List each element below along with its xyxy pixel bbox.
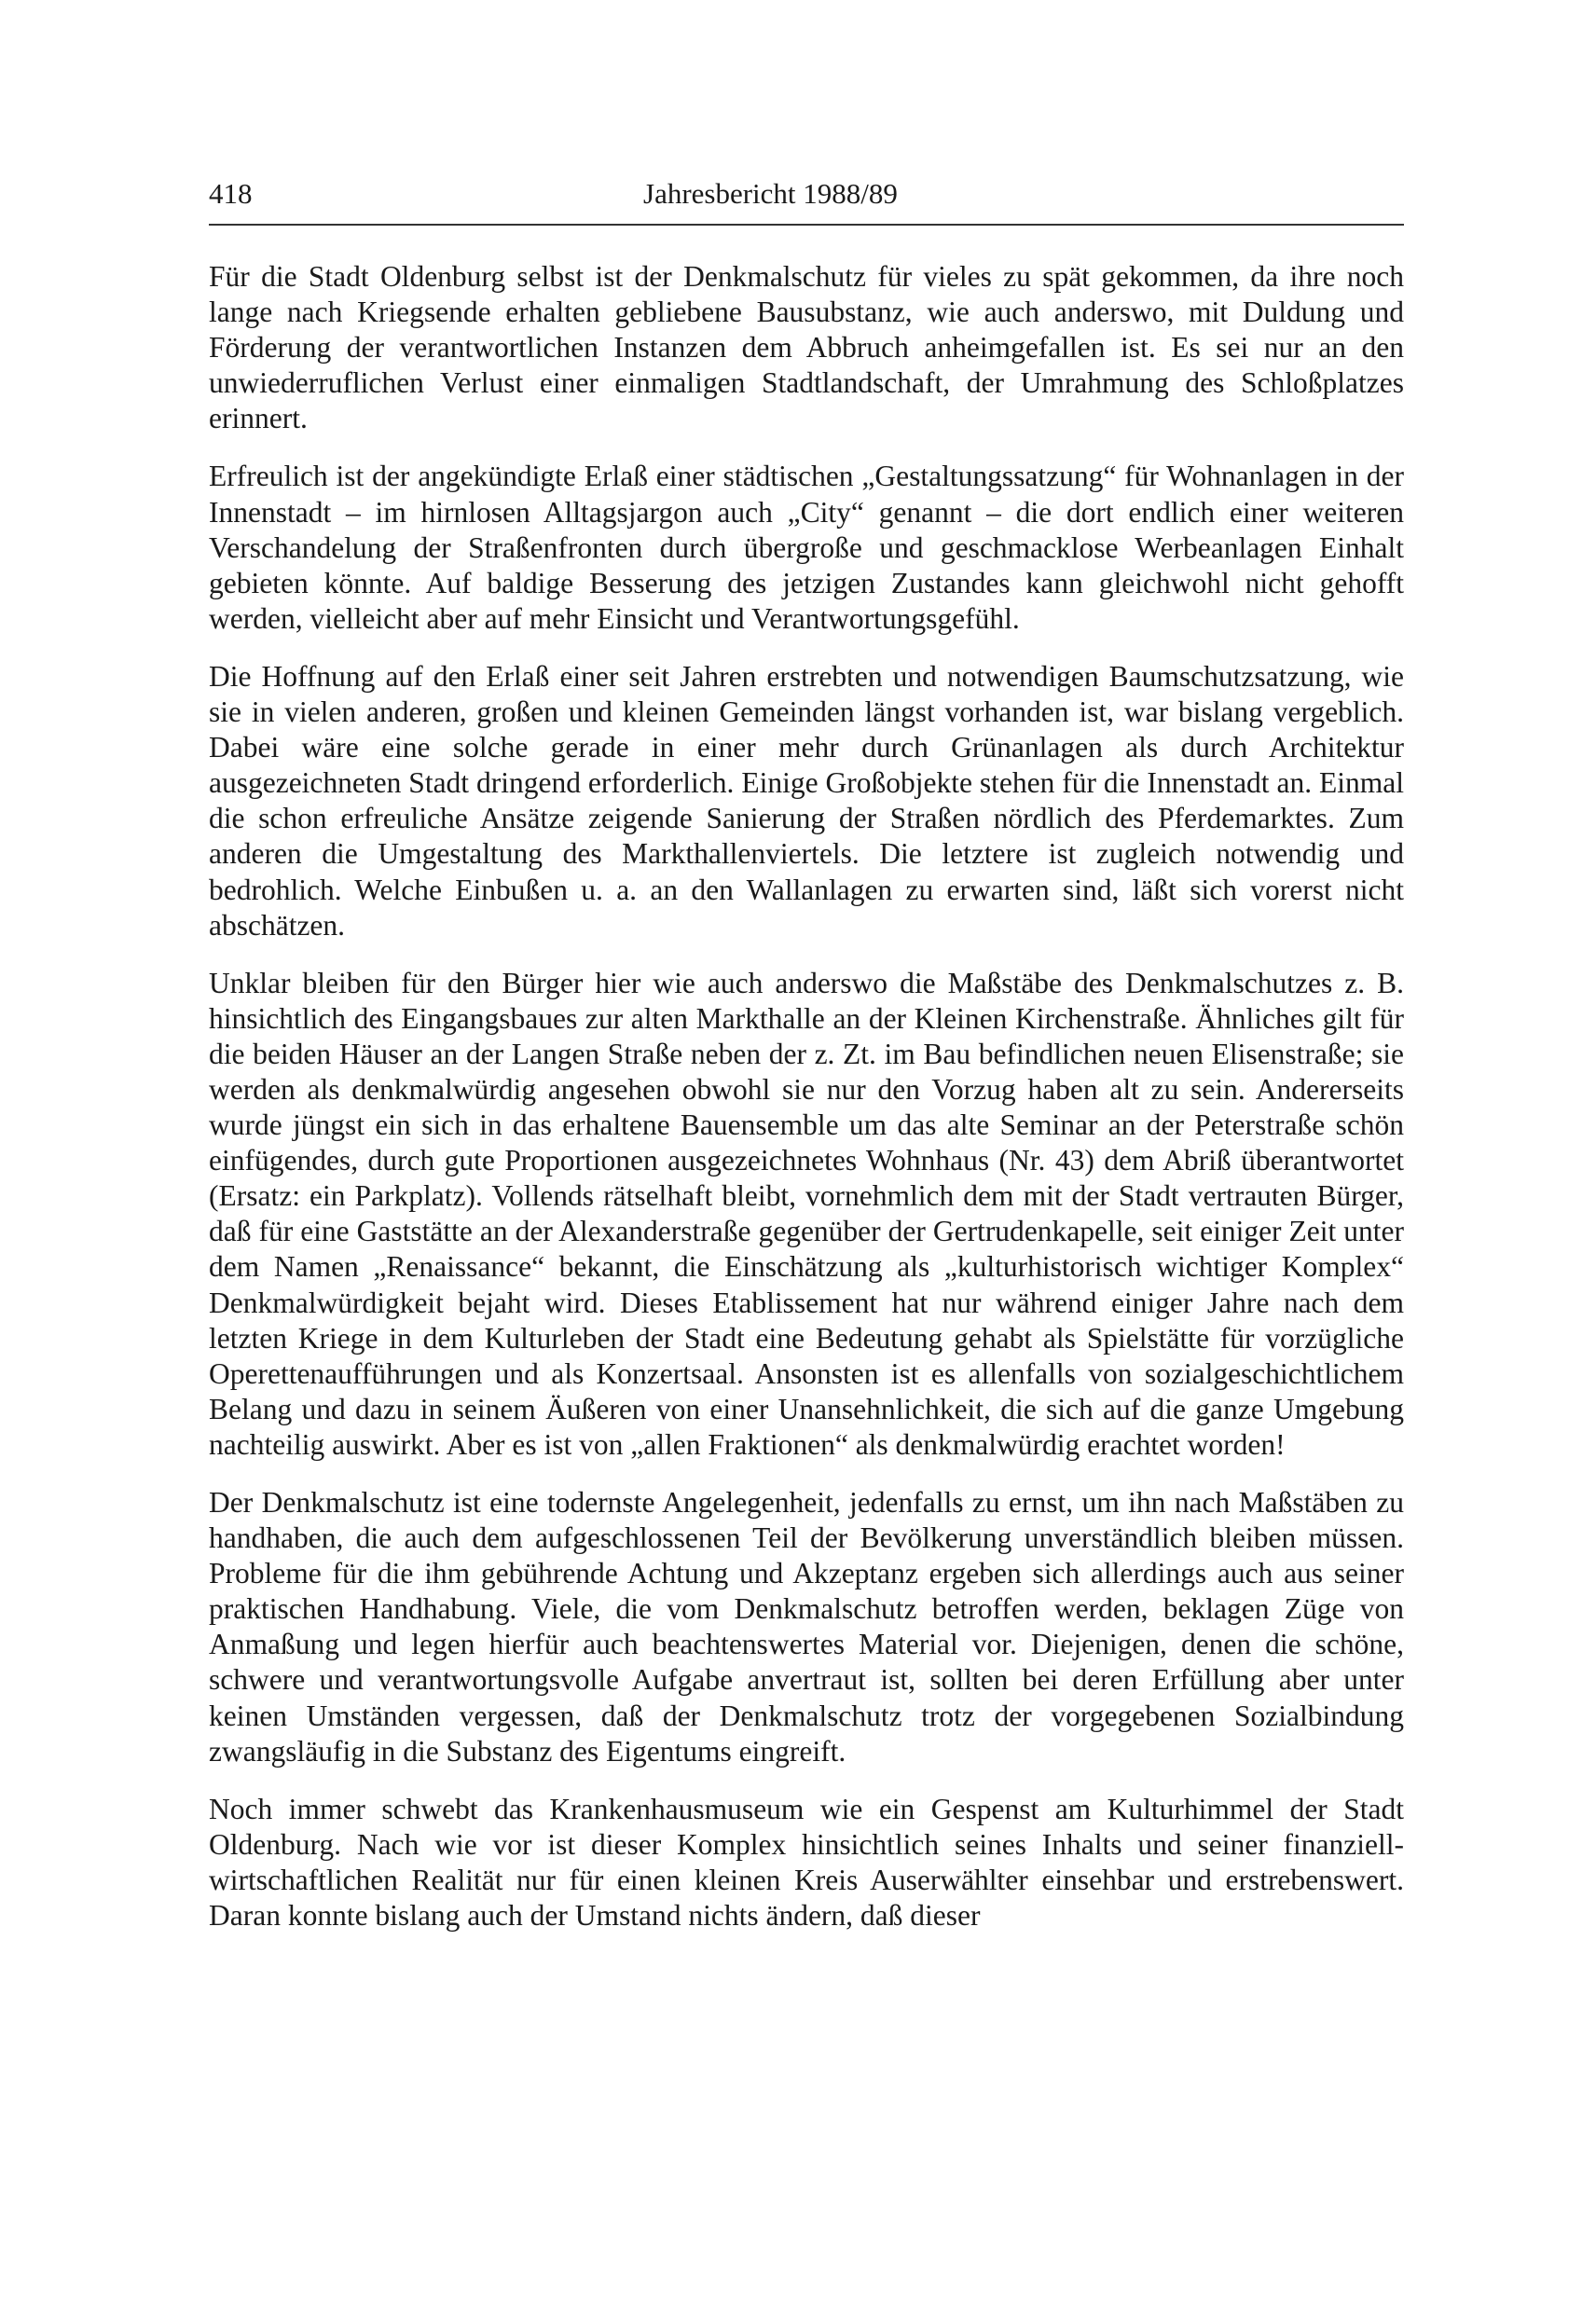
body-text xyxy=(209,259,1404,1934)
paragraph-baumschutzsatzung: Die Hoffnung auf den Erlaß einer seit Jahren erstrebten und notwendigen Baumschutzsatzung, wie sie in vielen anderen, großen und kleinen Gemeinden längst vorhanden ist, war bislang vergeblich. Dabei wäre eine solche gerade in einer mehr durch Grünanlagen als durch Architektur ausgezeichneten Stadt dringend erforderlich. Einige Großobjekte stehen für die Innenstadt an. Einmal die schon erfreuliche Ansätze zeigende Sanierung der Straßen nördlich des Pferdemarktes. Zum anderen die Umgestaltung des Markthallenviertels. Die letztere ist zugleich notwendig und bedrohlich. Welche Einbußen u. a. an den Wallanlagen zu erwarten sind, läßt sich vorerst nicht abschätzen. xyxy=(209,659,1404,942)
running-title: Jahresbericht 1988/89 xyxy=(643,177,898,210)
paragraph-krankenhausmuseum: Noch immer schwebt das Krankenhausmuseum wie ein Gespenst am Kulturhimmel der Stadt Oldenburg. Nach wie vor ist dieser Komplex hinsichtlich seines Inhalts und seiner finanziell-wirtschaftlichen Realität nur für einen kleinen Kreis Auserwählter einsehbar und erstrebenswert. Daran konnte bislang auch der Umstand nichts ändern, daß dieser xyxy=(209,1792,1404,1933)
header-rule xyxy=(209,224,1404,226)
running-head xyxy=(209,173,1404,214)
paragraph-gestaltungssatzung: Erfreulich ist der angekündigte Erlaß einer städtischen „Gestaltungssatzung“ für Wohnanlagen in der Innenstadt – im hirnlosen Alltagsjargon auch „City“ genannt – die dort endlich einer weiteren Verschandelung der Straßenfronten durch übergroße und geschmacklose Werbeanlagen Einhalt gebieten könnte. Auf baldige Besserung des jetzigen Zustandes kann gleichwohl nicht gehofft werden, vielleicht aber auf mehr Einsicht und Verantwortungsgefühl. xyxy=(209,460,1404,635)
page-number: 418 xyxy=(209,177,253,210)
paragraph-denkmalschutz-oldenburg: Für die Stadt Oldenburg selbst ist der Denkmalschutz für vieles zu spät gekommen, da ihre noch lange nach Kriegsende erhalten gebliebene Bausubstanz, wie auch anderswo, mit Duldung und Förderung der verantwortlichen Instanzen dem Abbruch anheimgefallen ist. Es sei nur an den unwiederruflichen Verlust einer einmaligen Stadtlandschaft, der Umrahmung des Schloßplatzes erinnert. xyxy=(209,260,1404,435)
paragraph-todernste-angelegenheit: Der Denkmalschutz ist eine todernste Angelegenheit, jedenfalls zu ernst, um ihn nach Maßstäben zu handhaben, die auch dem aufgeschlossenen Teil der Bevölkerung unverständlich bleiben müssen. Probleme für die ihm gebührende Achtung und Akzeptanz ergeben sich allerdings auch aus seiner praktischen Handhabung. Viele, die vom Denkmalschutz betroffen werden, beklagen Züge von Anmaßung und legen hierfür auch beachtenswertes Material vor. Diejenigen, denen die schöne, schwere und verantwortungsvolle Aufgabe anvertraut ist, sollten bei deren Erfüllung aber unter keinen Umständen vergessen, daß der Denkmalschutz trotz der vorgegebenen Sozialbindung zwangsläufig in die Substanz des Eigentums eingreift. xyxy=(209,1486,1404,1768)
paragraph-massstaebe-denkmalschutz: Unklar bleiben für den Bürger hier wie auch anderswo die Maßstäbe des Denkmalschutzes z. B. hinsichtlich des Eingangsbaues zur alten Markthalle an der Kleinen Kirchenstraße. Ähnliches gilt für die beiden Häuser an der Langen Straße neben der z. Zt. im Bau befindlichen neuen Elisenstraße; sie werden als denkmalwürdig angesehen obwohl sie nur den Vorzug haben alt zu sein. Andererseits wurde jüngst ein sich in das erhaltene Bauensemble um das alte Seminar an der Peterstraße schön einfügendes, durch gute Proportionen ausgezeichnetes Wohnhaus (Nr. 43) dem Abriß überantwortet (Ersatz: ein Parkplatz). Vollends rätselhaft bleibt, vornehmlich dem mit der Stadt vertrauten Bürger, daß für eine Gaststätte an der Alexanderstraße gegenüber der Gertrudenkapelle, seit einiger Zeit unter dem Namen „Renaissance“ bekannt, die Einschätzung als „kulturhistorisch wichtiger Komplex“ Denkmalwürdigkeit bejaht wird. Dieses Etablissement hat nur während einiger Jahre nach dem letzten Kriege in dem Kulturleben der Stadt eine Bedeutung gehabt als Spielstätte für vorzügliche Operettenaufführungen und als Konzertsaal. Ansonsten ist es allenfalls von sozialgeschichtlichem Belang und dazu in seinem Äußeren von einer Unansehnlichkeit, die sich auf die ganze Umgebung nachteilig auswirkt. Aber es ist von „allen Fraktionen“ als denkmalwürdig erachtet worden! xyxy=(209,966,1404,1461)
